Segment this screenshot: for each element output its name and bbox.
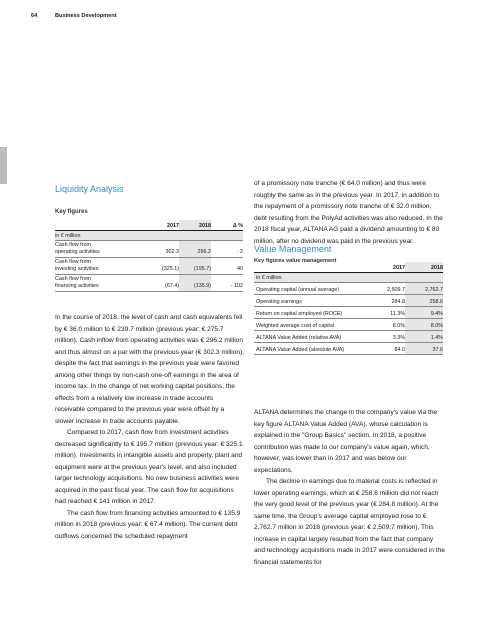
page-edge-marker: [0, 147, 7, 184]
cell-2018: 1.4%: [405, 331, 443, 343]
cell-2017: (67.4): [133, 275, 179, 292]
paragraph: of a promissory note tranche (€ 64.0 million) and thus were roughly the same as in the previous year. In 2017, in addition to the repayment of a promissory note tranche of € 32.0 million, debt resulting from the PolyAd activities was also reduced. In the 2018 fiscal year, ALTANA AG paid a dividend amounting to € 80 million, after no dividend was paid in the previous year.: [254, 180, 443, 245]
liquidity-heading: Liquidity Analysis: [55, 184, 124, 194]
col-2017: 2017: [364, 262, 405, 273]
cell-2018: 37.6: [405, 343, 443, 355]
col-2017: 2017: [133, 220, 179, 231]
cell-2017: 84.0: [364, 343, 405, 355]
row-label: ALTANA Value Added (relative AVA): [254, 331, 364, 343]
unit-label: in € million: [254, 273, 364, 283]
table-header-row: [254, 262, 443, 273]
row-label: Weighted average cost of capital: [254, 319, 364, 331]
row-label: Cash flow from: [55, 276, 91, 282]
row-label: financing activities: [55, 283, 99, 289]
row-label: Operating capital (annual average): [254, 283, 364, 295]
table-row: [254, 295, 443, 307]
row-label: Cash flow from: [55, 259, 91, 265]
row-label: operating activities: [55, 249, 100, 255]
table-row: [254, 343, 443, 355]
paragraph: ALTANA determines the change in the company's value via the key figure ALTANA Value Added (AVA), whose calculation is explained in the "Group Basics" section. In 2018, a positive contribution was made to our company's value again, which, however, was lower than in 2017 and was below our expectations.: [254, 409, 438, 474]
table-row: [55, 258, 243, 275]
cell-2018: (135.9): [179, 275, 211, 292]
row-label: Operating earnings: [254, 295, 364, 307]
cell-2018: 2,762.7: [405, 283, 443, 295]
cell-delta: 40: [211, 258, 243, 275]
cell-2017: (325.1): [133, 258, 179, 275]
liquidity-body: [55, 312, 245, 542]
col-2018: 2018: [179, 220, 211, 231]
right-intro-paragraph: [254, 178, 446, 247]
col-delta: Δ %: [211, 220, 243, 231]
cell-2018: 9.4%: [405, 307, 443, 319]
paragraph: Compared to 2017, cash flow from investment activities decreased significantly to € 195.7 million (previous year: € 325.1 million). Investments in intangible assets and property, plant and equipment were at the previous year's level, and also included larger technology acquisitions. No new business activities were acquired in the past fiscal year. The cash flow for acquisitions had reached € 141 million in 2017.: [55, 429, 243, 505]
row-label: ALTANA Value Added (absolute AVA): [254, 343, 364, 355]
key-figures-table: [55, 220, 243, 292]
unit-label: in € million: [55, 231, 133, 241]
page-number: 64: [31, 13, 38, 19]
table-row: [254, 283, 443, 295]
table-row: [254, 319, 443, 331]
row-label: Cash flow from: [55, 242, 91, 248]
paragraph: The decline in earnings due to material costs is reflected in lower operating earnings, which at € 258.6 million did not reach the very good level of the previous year (€ 284.8 million). At the same time, the Group's average capital employed rose to € 2,762.7 million in 2018 (previous year: € 2,509.7 million). This increase in capital largely resulted from the fact that company and technology acquisitions made in 2017 were considered in the financial statements for: [254, 478, 445, 566]
table-row: [254, 307, 443, 319]
row-label: investing activities: [55, 266, 99, 272]
cell-2017: 3.3%: [364, 331, 405, 343]
value-management-table-title: Key figures value management: [254, 258, 337, 264]
cell-2018: 8.0%: [405, 319, 443, 331]
value-management-table: [254, 262, 443, 355]
table-row: [254, 331, 443, 343]
cell-2018: (195.7): [179, 258, 211, 275]
unit-row: [254, 273, 443, 283]
cell-delta: - 2: [211, 241, 243, 258]
key-figures-title: Key figures: [55, 209, 88, 215]
table-row: [55, 275, 243, 292]
cell-2017: 11.3%: [364, 307, 405, 319]
running-header: Business Development: [55, 13, 117, 19]
table-header-row: [55, 220, 243, 231]
cell-2017: 284.8: [364, 295, 405, 307]
value-management-body: [254, 407, 446, 568]
unit-row: [55, 231, 243, 241]
value-management-heading: Value Management: [254, 244, 332, 254]
cell-2017: 8.0%: [364, 319, 405, 331]
cell-2018: 296.2: [179, 241, 211, 258]
col-2018: 2018: [405, 262, 443, 273]
paragraph: In the course of 2018, the level of cash and cash equivalents fell by € 36.0 million to € 239.7 million (previous year: € 275.7 million). Cash inflow from operating activities was € 296.2 million and thus almost on a par with the previous year (€ 302.3 million), despite the fact that earnings in the previous year were favored among other things by non-cash one-off earnings in the area of income tax. In the change of net working capital positions, the effects from a relatively low increase in trade accounts receivable compared to the previous year were offset by a slower increase in trade accounts payable.: [55, 314, 245, 425]
cell-delta: - 102: [211, 275, 243, 292]
cell-2017: 302.3: [133, 241, 179, 258]
row-label: Return on capital employed (ROCE): [254, 307, 364, 319]
table-row: [55, 241, 243, 258]
cell-2017: 2,509.7: [364, 283, 405, 295]
cell-2018: 258.6: [405, 295, 443, 307]
paragraph: The cash flow from financing activities amounted to € 135.9 million in 2018 (previous year: € 67.4 million). The current debt outflows concerned the scheduled repayment: [55, 509, 241, 540]
